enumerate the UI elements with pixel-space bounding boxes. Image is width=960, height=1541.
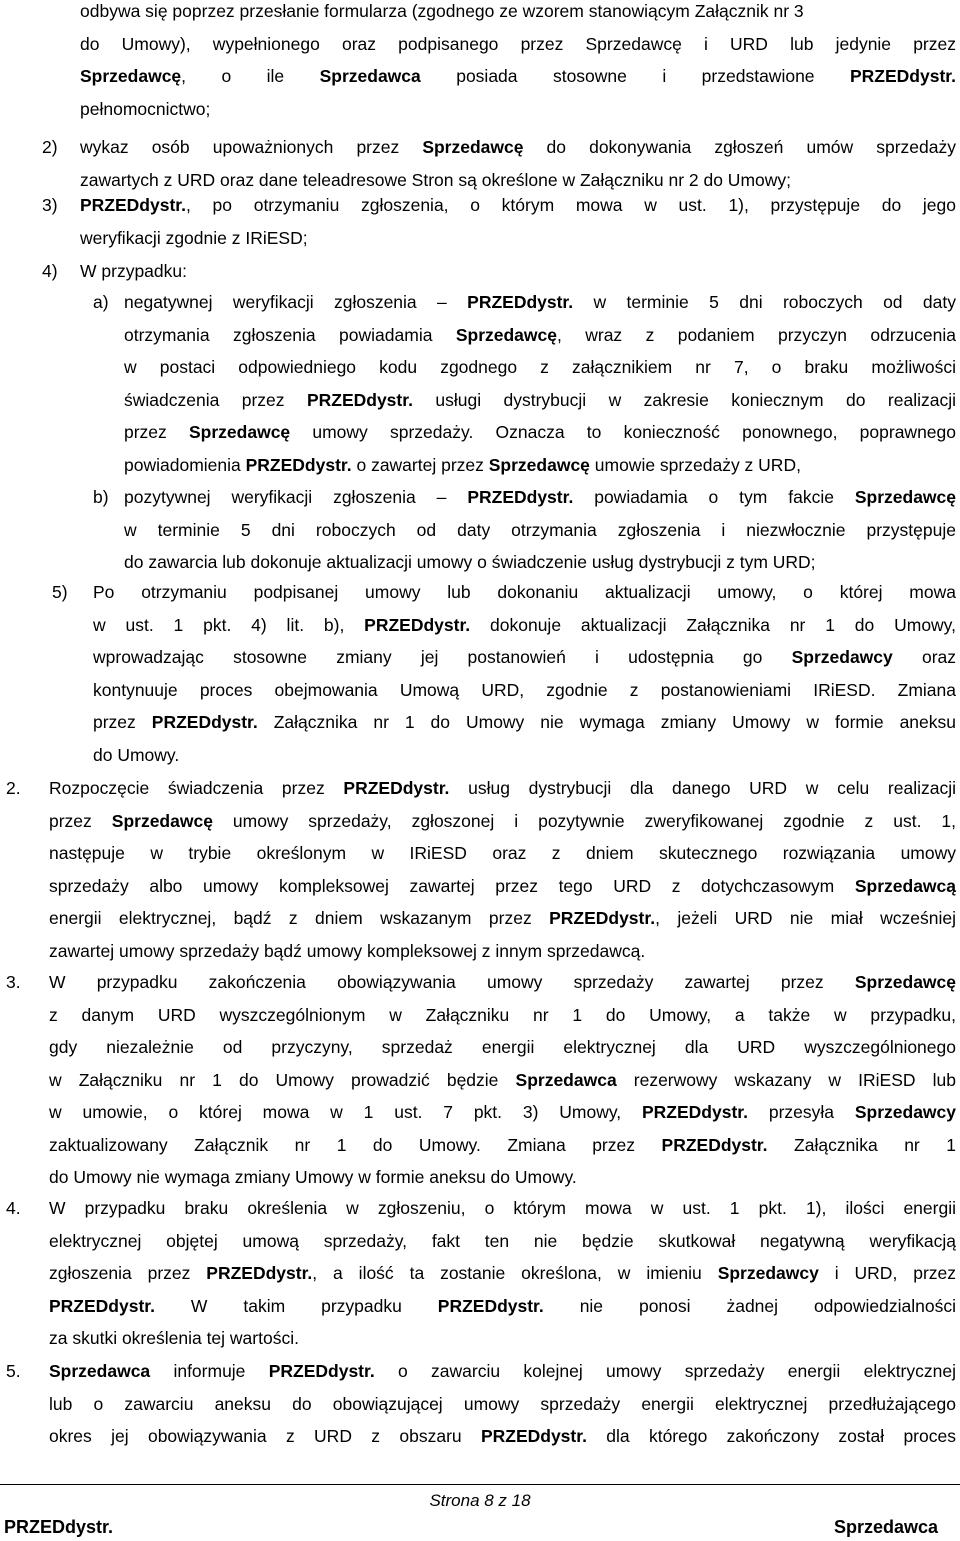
text-run: powiadamia o tym fakcie [573,487,855,507]
text-run: W przypadku: [80,261,187,281]
party-name: PRZEDdystr. [245,454,352,475]
list-marker: 4) [42,261,58,281]
text-run: przez [49,810,112,831]
text-run: powiadomienia [124,454,246,475]
text-run: gdy niezależnie od przyczyny, sprzedaż energii elektrycznej dla URD wyszczególnionego [49,1037,956,1057]
party-name: PRZEDdystr. [549,908,656,928]
text-run: do zawarcia lub dokonuje aktualizacji umowy o świadczenie usług dystrybucji z tym URD; [124,552,816,572]
text-line [124,519,956,541]
text-run: zawartych z URD oraz dane teleadresowe Stron są określone w Załączniku nr 2 do Umowy; [80,169,792,190]
footer-left: PRZEDdystr. [4,1517,114,1537]
text-line [49,1393,956,1415]
text-run: do Umowy. [93,744,180,765]
text-line [49,1197,956,1219]
text-line [49,1360,956,1382]
list-marker: 3. [6,972,21,992]
text-line [49,1230,956,1252]
text-run: wykaz osób upoważnionych przez [80,137,423,157]
text-run: umowy sprzedaży. Oznacza to konieczność ponownego, poprawnego [290,422,956,442]
text-run: informuje [150,1361,269,1381]
text-run: , o ile [181,66,320,86]
text-line [93,679,956,701]
text-line [49,1295,956,1317]
text-line [93,646,956,668]
text-run: Załącznika nr 1 do Umowy nie wymaga zmiany Umowy w formie aneksu [257,712,957,732]
footer-rule [0,1484,960,1485]
party-name: Sprzedawcy [717,1263,819,1283]
text-line [49,1262,956,1284]
text-line [124,389,956,411]
text-run: do Umowy), wypełnionego oraz podpisanego przez Sprzedawcę i URD lub jedynie przez [80,33,956,54]
text-run: pełnomocnictwo; [80,98,211,119]
party-name: Sprzedawcę [111,810,213,831]
text-line [124,486,956,508]
text-run: oraz [892,647,957,667]
party-name: PRZEDdystr. [80,195,186,215]
text-run: elektrycznej objętej umową sprzedaży, fakt ten nie będzie skutkował negatywną weryfikacją [49,1230,956,1251]
text-run: następuje w trybie określonym w IRiESD oraz z dniem skutecznego rozwiązania umowy [49,843,956,863]
list-marker: 4. [6,1198,21,1218]
text-line [124,356,956,378]
text-line [49,1166,956,1188]
party-name: Sprzedawcę [854,487,956,507]
party-name: Sprzedawcę [189,422,291,442]
text-run: usług dystrybucji dla danego URD w celu realizacji [449,778,956,798]
party-name: Sprzedawcę [854,972,956,992]
party-name: PRZEDdystr. [437,1295,544,1316]
text-run: W przypadku braku określenia w zgłoszeniu, o którym mowa w ust. 1 pkt. 1), ilości energii [49,1198,956,1218]
text-run: o zawartej przez [351,454,489,475]
text-run: nie ponosi żadnej odpowiedzialności [543,1295,956,1316]
text-run: przez [93,712,152,732]
text-run: kontynuuje proces obejmowania Umową URD, zgodnie z postanowieniami IRiESD. Zmiana [93,679,956,700]
text-line [49,1069,956,1091]
party-name: PRZEDdystr. [661,1134,768,1155]
text-line [124,291,956,313]
text-run: umowy sprzedaży, zgłoszonej i pozytywnie zweryfikowanej zgodnie z ust. 1, [212,810,956,831]
text-run: zaktualizowany Załącznik nr 1 do Umowy. Zmiana przez [49,1134,662,1155]
text-run: o zawarciu kolejnej umowy sprzedaży energii elektrycznej [374,1361,956,1381]
list-marker: 2. [6,778,21,798]
text-run: w Załączniku nr 1 do Umowy prowadzić będzie [49,1069,516,1090]
party-name: PRZEDdystr. [268,1361,375,1381]
party-name: PRZEDdystr. [306,389,413,410]
list-marker: 5. [6,1361,21,1381]
party-name: Sprzedawca [515,1069,617,1090]
list-marker: 2) [42,137,58,157]
text-run: dokonuje aktualizacji Załącznika nr 1 do Umowy, [470,614,956,635]
text-line [49,842,956,864]
party-name: Sprzedawcy [791,647,893,667]
party-name: PRZEDdystr. [849,66,956,86]
text-line [124,324,956,346]
text-run: weryfikacji zgodnie z IRiESD; [80,227,308,248]
party-name: Sprzedawcy [854,1102,956,1122]
text-run: W takim przypadku [155,1295,438,1316]
text-run: umowie sprzedaży z URD, [589,454,801,475]
text-run: z danym URD wyszczególnionym w Załączniku nr 1 do Umowy, a także w przypadku, [49,1004,956,1025]
text-run: , a ilość ta zostanie określona, w imieniu [312,1263,718,1283]
text-line [49,940,956,962]
text-line [93,614,956,636]
text-run: , wraz z podaniem przyczyn odrzucenia [556,324,956,345]
party-name: Sprzedawcę [488,454,590,475]
text-run: w terminie 5 dni roboczych od daty otrzymania zgłoszenia i niezwłocznie przystępuje [124,519,956,540]
text-line [49,907,956,929]
text-run: świadczenia przez [124,389,307,410]
text-line [124,551,956,573]
text-run: Po otrzymaniu podpisanej umowy lub dokonaniu aktualizacji umowy, o której mowa [93,582,956,602]
text-run: , po otrzymaniu zgłoszenia, o którym mowa w ust. 1), przystępuje do jego [186,195,956,215]
text-run: usługi dystrybucji w zakresie koniecznym do realizacji [412,389,956,410]
text-run: w umowie, o której mowa w 1 ust. 7 pkt. 3) Umowy, [49,1102,642,1122]
party-name: PRZEDdystr. [467,292,574,312]
text-run: W przypadku zakończenia obowiązywania umowy sprzedaży zawartej przez [49,972,855,992]
text-line [124,454,956,476]
party-name: Sprzedawcą [854,875,956,896]
page-number: Strona 8 z 18 [429,1491,531,1510]
footer-right: Sprzedawca [833,1517,938,1537]
text-run: zawartej umowy sprzedaży bądź umowy kompleksowej z innym sprzedawcą. [49,940,646,961]
text-run: posiada stosowne i przedstawione [420,66,850,86]
text-run: w terminie 5 dni roboczych od daty [573,292,956,312]
party-name: PRZEDdystr. [206,1263,313,1283]
text-line [49,875,956,897]
text-run: za skutki określenia tej wartości. [49,1328,299,1348]
text-run: i URD, przez [818,1263,956,1283]
text-line [80,227,956,249]
text-line [80,65,956,87]
text-line [49,1327,956,1349]
text-line [93,744,956,766]
text-run: otrzymania zgłoszenia powiadamia [124,324,456,345]
text-line [93,711,956,733]
text-run: pozytywnej weryfikacji zgłoszenia – [124,487,468,507]
text-line [49,810,956,832]
text-line [80,194,956,216]
text-run: wprowadzając stosowne zmiany jej postanowień i udostępnia go [93,647,792,667]
text-run: energii elektrycznej, bądź z dniem wskazanym przez [49,908,550,928]
party-name: Sprzedawca [49,1361,151,1381]
text-run: lub o zawarciu aneksu do obowiązującej umowy sprzedaży energii elektrycznej przedłużającego [49,1393,956,1414]
party-name: PRZEDdystr. [467,487,574,507]
list-marker: 3) [42,195,58,215]
party-name: PRZEDdystr. [49,1295,155,1316]
party-name: PRZEDdystr. [642,1102,748,1122]
text-line [49,1004,956,1026]
text-line [49,1134,956,1156]
text-run: Załącznika nr 1 [767,1134,956,1155]
text-run: przesyła [748,1102,855,1122]
text-run: sprzedaży albo umowy kompleksowej zawartej przez tego URD z dotychczasowym [49,875,855,896]
text-run: dla którego zakończony został proces [586,1426,956,1446]
text-run: przez [124,422,189,442]
text-run: zgłoszenia przez [49,1263,207,1283]
text-line [80,136,956,158]
party-name: Sprzedawcę [455,324,557,345]
text-line [124,421,956,443]
party-name: PRZEDdystr. [364,614,471,635]
text-run: do Umowy nie wymaga zmiany Umowy w formie aneksu do Umowy. [49,1167,577,1187]
text-line [49,1101,956,1123]
text-line [93,581,956,603]
text-line [49,1036,956,1058]
text-run: Rozpoczęcie świadczenia przez [49,778,344,798]
party-name: Sprzedawcę [422,137,524,157]
text-line [49,777,956,799]
text-line [80,260,956,282]
text-line [80,33,956,55]
text-line [49,1425,956,1447]
text-line [49,971,956,993]
text-run: negatywnej weryfikacji zgłoszenia – [124,292,468,312]
list-marker: a) [93,292,109,312]
party-name: Sprzedawcę [80,66,182,86]
text-run: w ust. 1 pkt. 4) lit. b), [93,614,365,635]
text-run: w postaci odpowiedniego kodu zgodnego z załącznikiem nr 7, o braku możliwości [124,357,956,377]
party-name: Sprzedawca [319,66,421,86]
text-run: , jeżeli URD nie miał wcześniej [655,908,956,928]
party-name: PRZEDdystr. [480,1426,587,1446]
list-marker: b) [93,487,109,507]
list-marker: 5) [52,582,68,602]
text-line [80,169,956,191]
party-name: PRZEDdystr. [343,778,450,798]
party-name: PRZEDdystr. [151,712,258,732]
text-run: rezerwowy wskazany w IRiESD lub [616,1069,956,1090]
text-line [80,98,956,120]
text-run: do dokonywania zgłoszeń umów sprzedaży [523,137,956,157]
text-run: odbywa się poprzez przesłanie formularza (zgodnego ze wzorem stanowiącym Załącznik nr 3 [80,1,804,21]
text-line [80,0,956,22]
text-run: okres jej obowiązywania z URD z obszaru [49,1426,481,1446]
